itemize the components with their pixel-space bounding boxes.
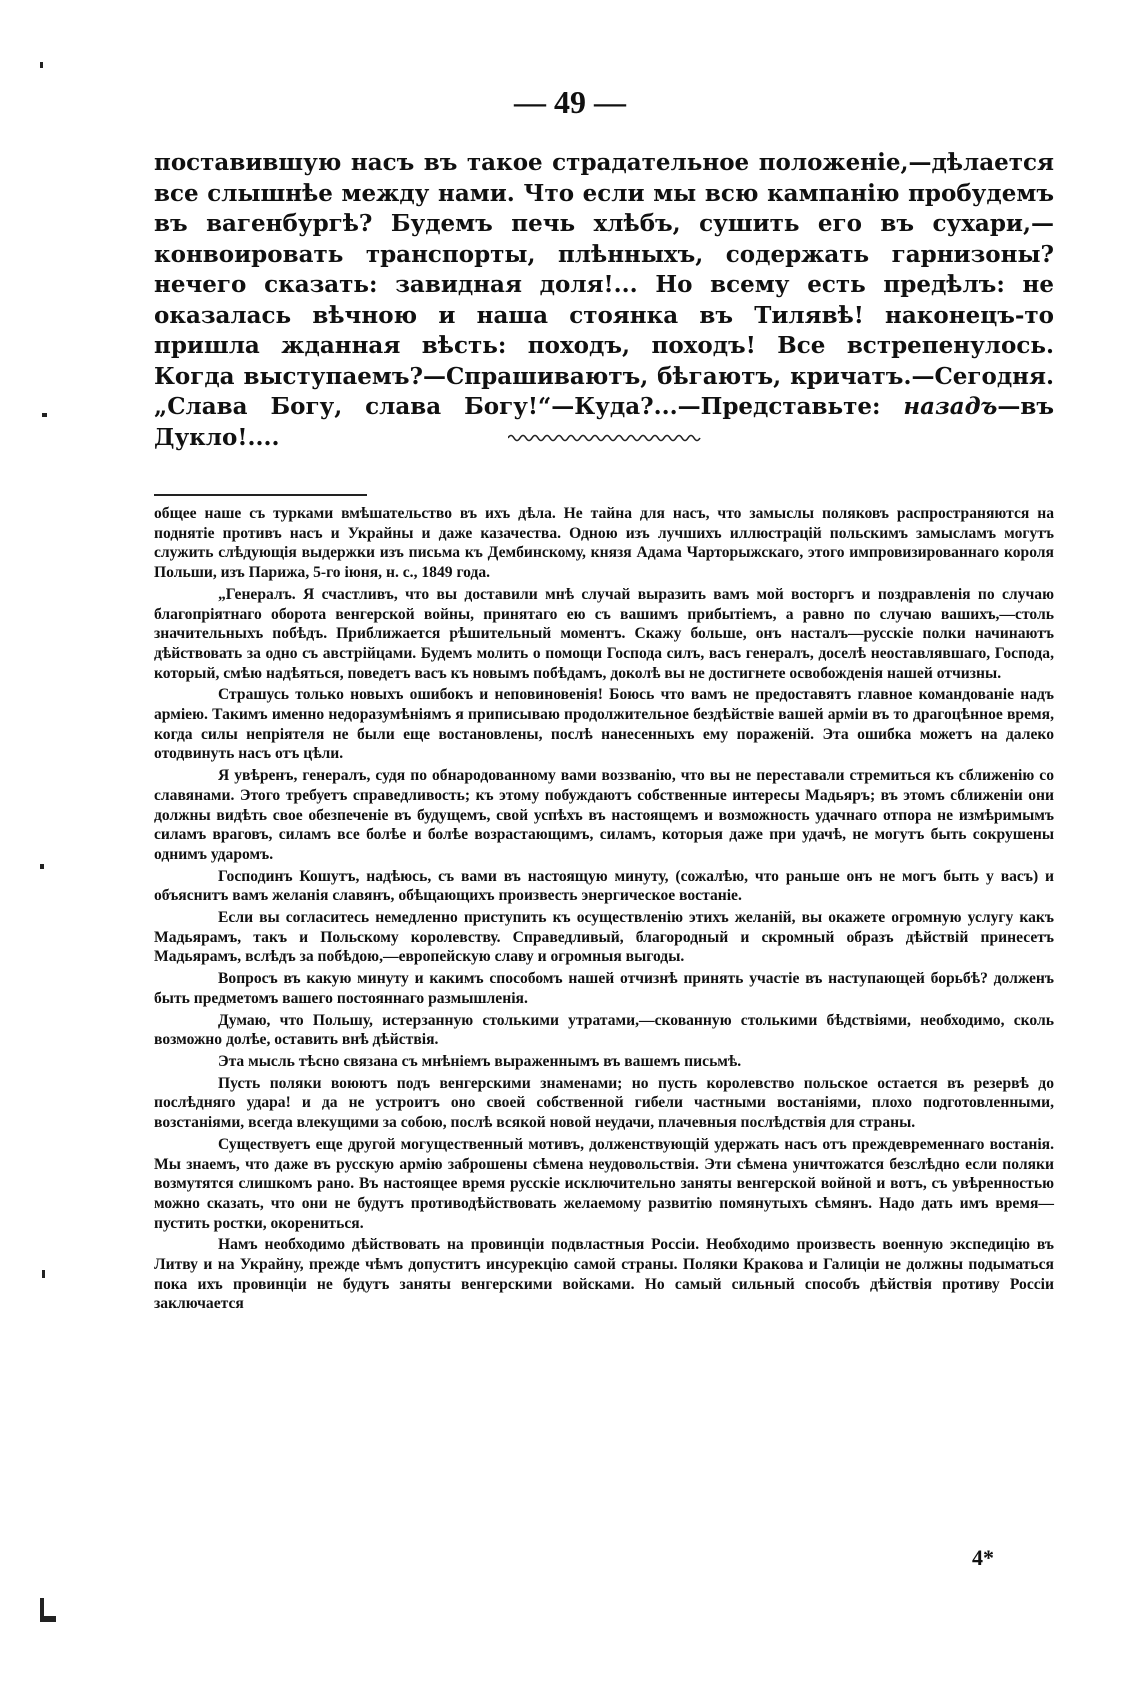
main-text-emphasis: назадъ xyxy=(903,393,998,420)
main-paragraph xyxy=(154,148,1054,453)
footnote-paragraph: Эта мысль тѣсно связана съ мнѣніемъ выраженнымъ въ вашемъ письмѣ. xyxy=(218,1052,742,1070)
footnote-paragraph: Пусть поляки воюютъ подъ венгерскими знаменами; но пусть королевство польское остается въ резервѣ до послѣдняго удара! и да не устроитъ оно своей собственной гибели частными востаніями, плохо подготовленными, возстаніями, всегда влекущими за собою, послѣ всякой новой неудачи, плачевныя послѣдствія для страны. xyxy=(154,1074,1054,1132)
footnote-paragraph: „Генералъ. Я счастливъ, что вы доставили мнѣ случай выразить вамъ мой восторгъ и поздравленія по случаю благопріятнаго оборота венгерской войны, принятаго ею съ вашимъ прибытіемъ, а равно по случаю вашихъ,—столь значительныхъ побѣдъ. Приближается рѣшительный моментъ. Скажу больше, онъ насталъ—русскіе полки начинаютъ дѣйствовать за одно съ австрійцами. Будемъ молить о помощи Господа силъ, васъ генералъ, доселѣ неоставлявшаго, Господа, который, смѣю надѣяться, поведетъ васъ къ новымъ побѣдамъ, доколѣ вы не достигнете освобожденія нашей отчизны. xyxy=(154,585,1054,682)
scan-speck xyxy=(40,1616,56,1622)
wavy-divider xyxy=(508,432,702,444)
page-number: — 49 — xyxy=(514,84,626,120)
footnote-paragraph: общее наше съ турками вмѣшательство въ ихъ дѣла. Не тайна для насъ, что замыслы поляковъ распространяются на поднятіе противъ насъ и Украйны и даже казачества. Одною изъ лучшихъ иллюстрацій польскимъ замысламъ могутъ служить слѣдующія выдержки изъ письма къ Дембинскому, князя Адама Чарторыжскаго, этого импровизированнаго короля Польши, изъ Парижа, 5-го іюня, н. с., 1849 года. xyxy=(154,505,1054,582)
scan-speck xyxy=(42,413,47,417)
footnote-rule xyxy=(154,494,367,496)
footnote-paragraph: Если вы согласитесь немедленно приступить къ осуществленію этихъ желаній, вы окажете огромную услугу какъ Мадьярамъ, такъ и Польскому королевству. Справедливый, благородный и скромный образъ дѣйствій принесетъ Мадьярамъ, вслѣдъ за побѣдою,—европейскую славу и огромныя выгоды. xyxy=(154,909,1054,966)
footnote-paragraph: Страшусь только новыхъ ошибокъ и неповиновенія! Боюсь что вамъ не предоставятъ главное командованіе надъ арміею. Такимъ именно недоразумѣніямъ я приписываю продолжительное бездѣйствіе вашей арміи въ то драгоцѣнное время, когда силы непріятеля не были еще востановлены, послѣ нанесенныхъ ему пораженій. Эта ошибка можетъ на далеко отодвинуть насъ отъ цѣли. xyxy=(154,686,1054,763)
footnote-paragraph: Думаю, что Польшу, истерзанную столькими утратами,—скованную столькими бѣдствіями, необходимо, сколь возможно долѣе, оставить внѣ дѣйствія. xyxy=(154,1011,1054,1049)
scan-speck xyxy=(40,864,44,869)
footnote-paragraph: Намъ необходимо дѣйствовать на провинціи подвластныя Россіи. Необходимо произвесть военную экспедицію въ Литву и на Украйну, прежде чѣмъ допуститъ инсурекцію самой страны. Поляки Кракова и Галиціи не должны подыматься пока ихъ провинціи не будутъ заняты венгерскими войсками. Но самый сильный способъ дѣйствія противу Россіи заключается xyxy=(154,1236,1054,1313)
footnote-paragraph: Я увѣренъ, генералъ, судя по обнародованному вами воззванію, что вы не переставали стремиться къ сближенію со славянами. Этого требуетъ справедливость; къ этому побуждаютъ собственные интересы Мадьяръ; въ этомъ сближеніи они должны видѣть свое обезпеченіе въ будущемъ, свой успѣхъ въ настоящемъ и возможность удачнаго отпора не измѣримымъ силамъ враговъ, силамъ все болѣе и болѣе возрастающимъ, силамъ, которыя даже при удачѣ, не могутъ быть сокрушены однимъ ударомъ. xyxy=(154,767,1054,863)
scan-speck xyxy=(42,1270,45,1278)
signature-mark: 4* xyxy=(972,1545,994,1570)
footnotes xyxy=(154,504,1054,1316)
footnote-paragraph: Существуетъ еще другой могущественный мотивъ, долженствующій удержать насъ отъ преждевременнаго востанія. Мы знаемъ, что даже въ русскую армію заброшены сѣмена неудовольствія. Эти сѣмена уничтожатся безслѣдно если поляки возмутятся слишкомъ рано. Въ настоящее время русскіе исключительно заняты венгерской войной и вотъ, съ увѣренностью можно сказать, что они не будутъ противодѣйствовать желаемому развитію помянутыхъ сѣмянъ. Надо дать имъ время—пустить ростки, окорениться. xyxy=(154,1135,1054,1232)
footnote-paragraph: Вопросъ въ какую минуту и какимъ способомъ нашей отчизнѣ принять участіе въ наступающей борьбѣ? долженъ быть предметомъ вашего постояннаго размышленія. xyxy=(154,970,1054,1007)
scan-speck xyxy=(40,62,43,68)
main-text-before: поставившую насъ въ такое страдательное положеніе,—дѣлается все слышнѣе между нами. Что если мы всю кампанію пробудемъ въ вагенбургѣ? Будемъ печь хлѣбъ, сушить его въ сухари,—конвоировать транспорты, плѣнныхъ, содержать гарнизоны? нечего сказать: завидная доля!... Но всему есть предѣлъ: не оказалась вѣчною и наша стоянка въ Тилявѣ! наконецъ-то пришла жданная вѣсть: походъ, походъ! Все встрепенулось. Когда выступаемъ?—Спрашиваютъ, бѣгаютъ, кричатъ.—Сегодня. „Слава Богу, слава Богу!“—Куда?...—Представьте: xyxy=(154,149,1054,420)
main-text-after: —въ Дукло!.... xyxy=(154,393,1054,451)
footnote-paragraph: Господинъ Кошутъ, надѣюсь, съ вами въ настоящую минуту, (сожалѣю, что раньше онъ не могъ быть у васъ) и объяснитъ вамъ желанія славянъ, обѣщающихъ произвесть энергическое востаніе. xyxy=(154,867,1054,905)
